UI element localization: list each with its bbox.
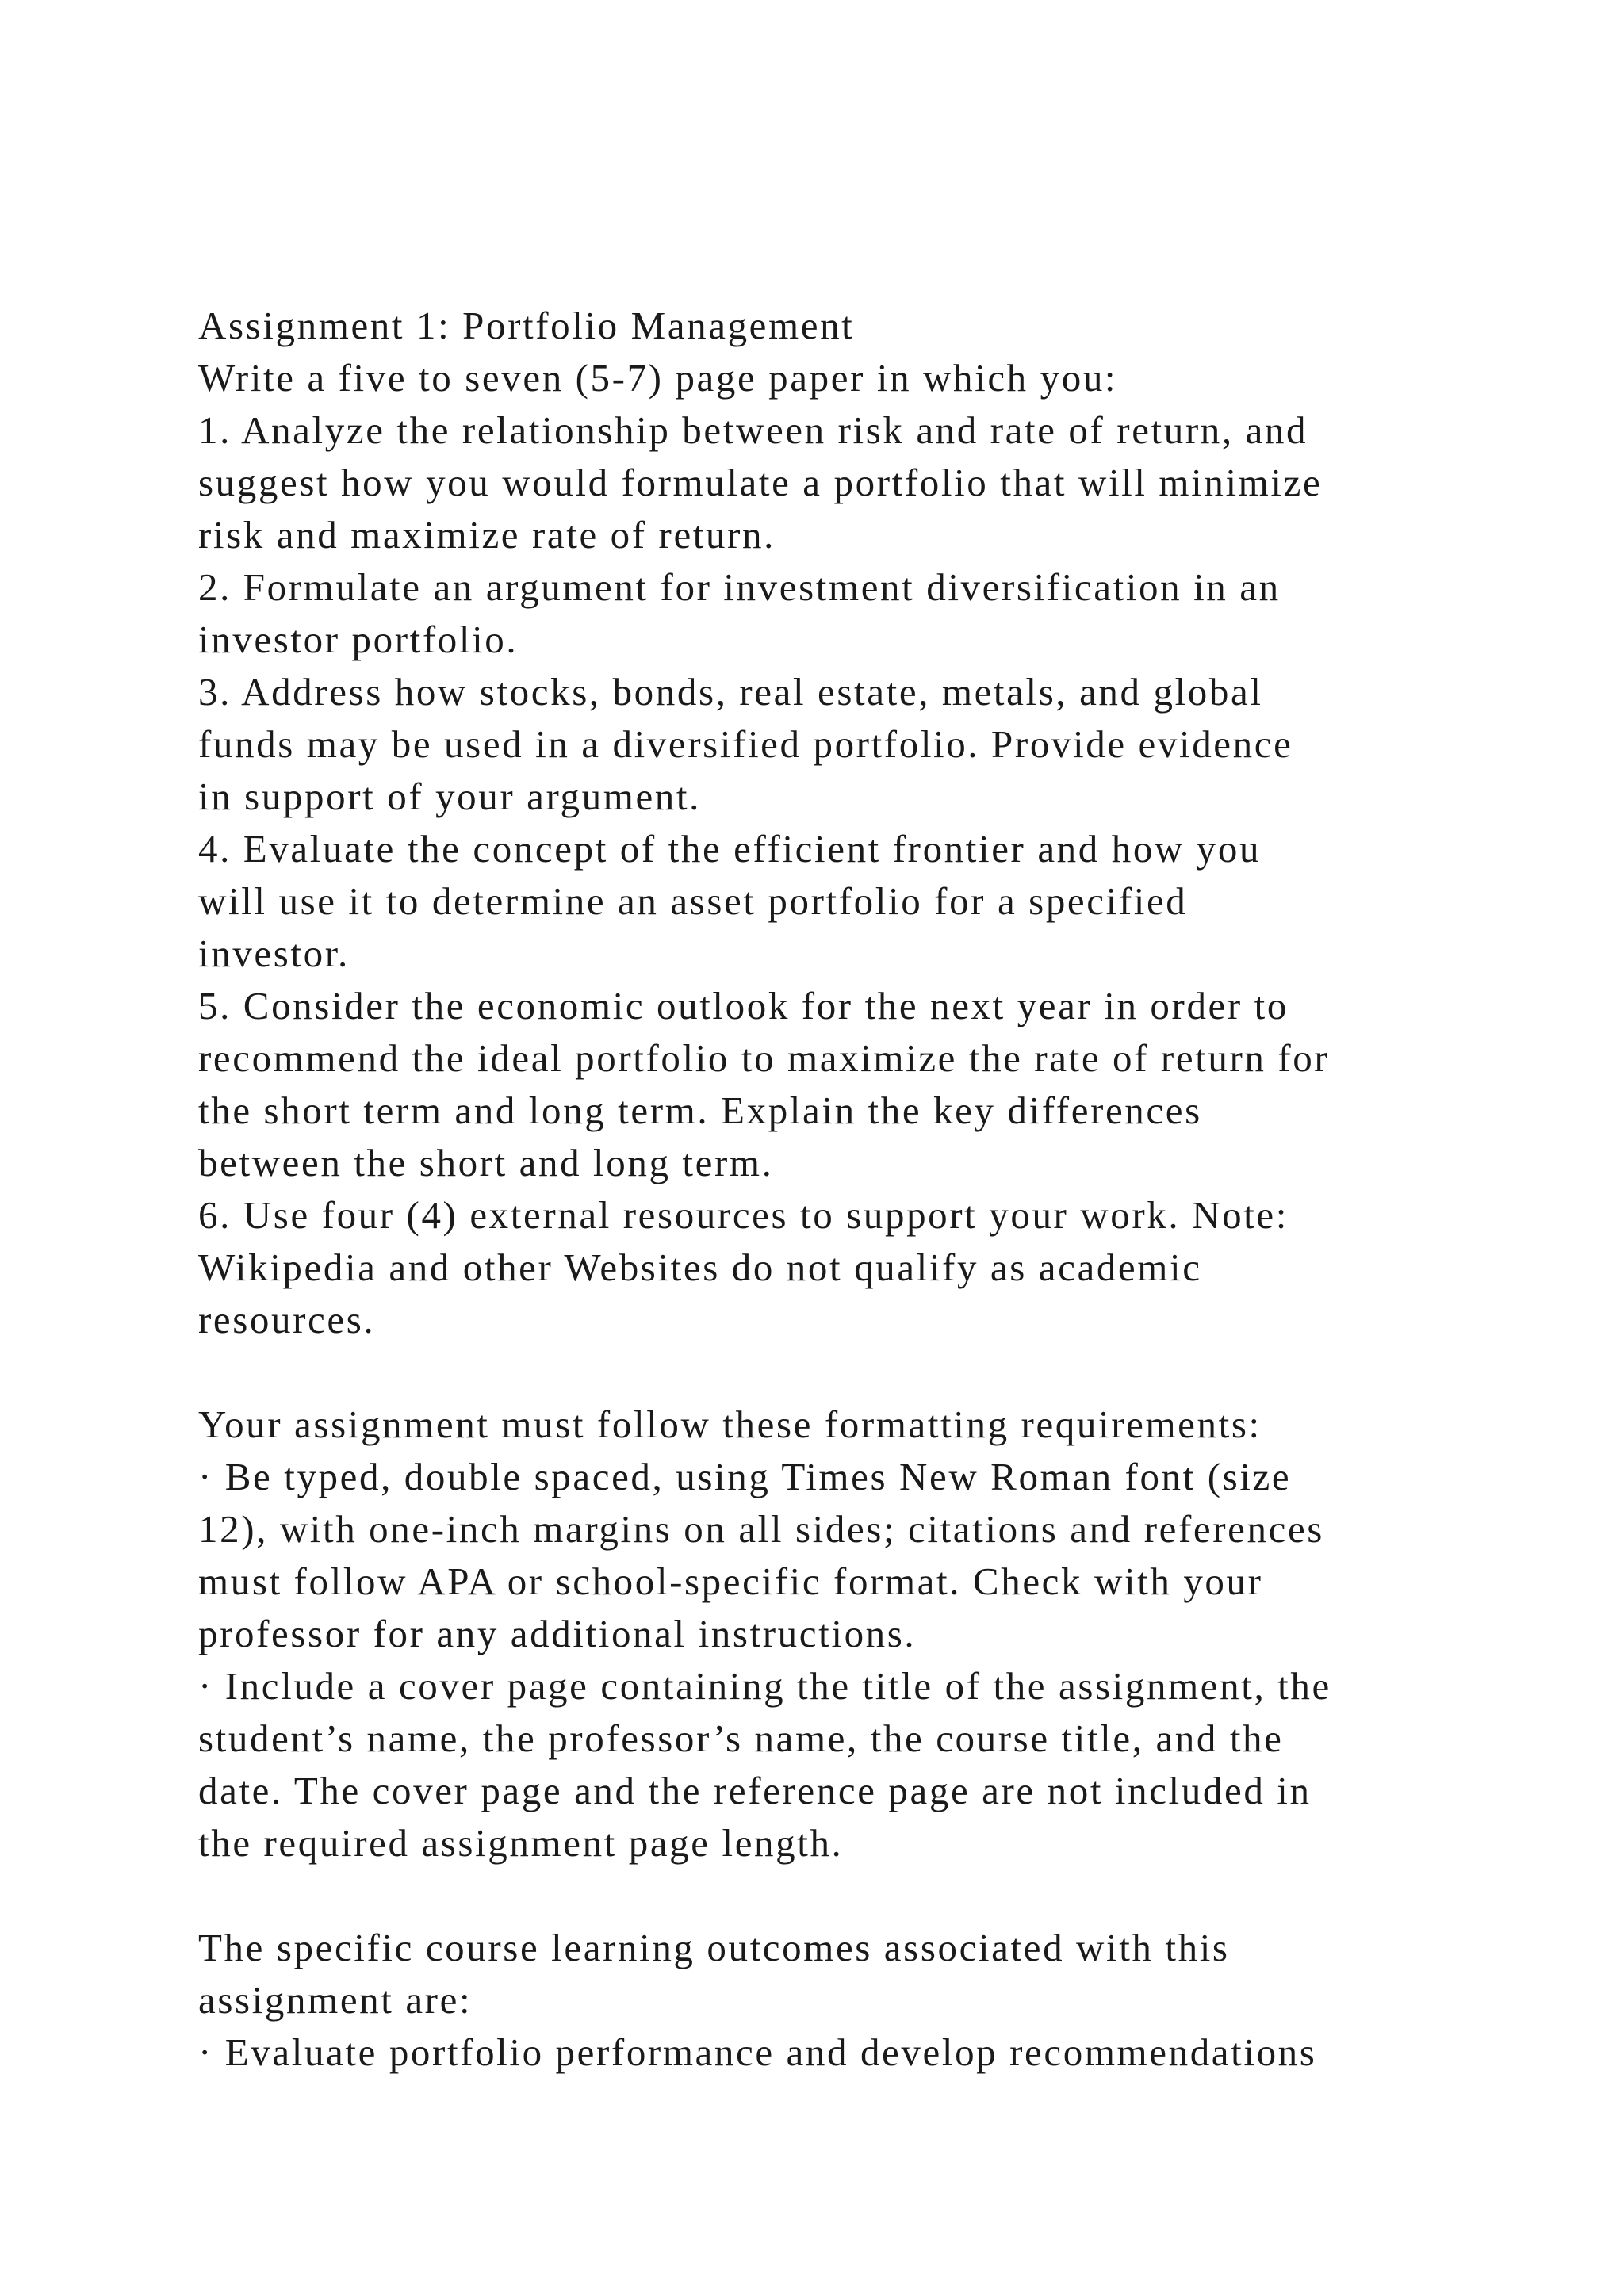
formatting-bullet-2-line-1: · Include a cover page containing the title of the assignment, the bbox=[198, 1664, 1331, 1708]
requirement-4-line-1: 4. Evaluate the concept of the efficient frontier and how you bbox=[198, 827, 1262, 871]
formatting-bullet-2-line-3: date. The cover page and the reference page are not included in bbox=[198, 1769, 1312, 1812]
requirement-6-line-3: resources. bbox=[198, 1298, 376, 1341]
requirement-5-line-1: 5. Consider the economic outlook for the next year in order to bbox=[198, 984, 1289, 1027]
requirement-6-line-2: Wikipedia and other Websites do not qualify as academic bbox=[198, 1246, 1202, 1289]
paper-instruction: Write a five to seven (5-7) page paper in which you: bbox=[198, 356, 1118, 400]
requirement-2-line-1: 2. Formulate an argument for investment diversification in an bbox=[198, 565, 1281, 609]
requirement-1-line-2: suggest how you would formulate a portfolio that will minimize bbox=[198, 461, 1323, 504]
requirement-4-line-3: investor. bbox=[198, 932, 350, 975]
requirement-5-line-3: the short term and long term. Explain the key differences bbox=[198, 1089, 1202, 1132]
requirement-6-line-1: 6. Use four (4) external resources to support your work. Note: bbox=[198, 1193, 1289, 1237]
requirement-5-line-4: between the short and long term. bbox=[198, 1141, 774, 1184]
requirement-3-line-2: funds may be used in a diversified portfolio. Provide evidence bbox=[198, 722, 1293, 766]
formatting-heading: Your assignment must follow these formatting requirements: bbox=[198, 1402, 1262, 1446]
formatting-bullet-1-line-2: 12), with one-inch margins on all sides; citations and references bbox=[198, 1507, 1324, 1551]
requirement-3-line-1: 3. Address how stocks, bonds, real estate, metals, and global bbox=[198, 670, 1263, 714]
outcomes-heading-line-2: assignment are: bbox=[198, 1978, 473, 2022]
requirement-2-line-2: investor portfolio. bbox=[198, 618, 519, 661]
outcomes-heading-line-1: The specific course learning outcomes associated with this bbox=[198, 1926, 1230, 1969]
formatting-bullet-1-line-4: professor for any additional instructions. bbox=[198, 1612, 917, 1655]
assignment-title: Assignment 1: Portfolio Management bbox=[198, 304, 855, 347]
requirement-1-line-1: 1. Analyze the relationship between risk and rate of return, and bbox=[198, 408, 1308, 452]
outcome-bullet-1: · Evaluate portfolio performance and develop recommendations bbox=[198, 2030, 1317, 2074]
requirement-1-line-3: risk and maximize rate of return. bbox=[198, 513, 776, 557]
formatting-bullet-1-line-1: · Be typed, double spaced, using Times New Roman font (size bbox=[198, 1455, 1292, 1498]
requirement-4-line-2: will use it to determine an asset portfolio for a specified bbox=[198, 879, 1188, 923]
paragraph-break bbox=[198, 1869, 1546, 1922]
document-body bbox=[198, 300, 1546, 2079]
requirement-3-line-3: in support of your argument. bbox=[198, 775, 701, 818]
formatting-bullet-1-line-3: must follow APA or school-specific format. Check with your bbox=[198, 1559, 1263, 1603]
requirement-5-line-2: recommend the ideal portfolio to maximize the rate of return for bbox=[198, 1036, 1330, 1080]
paragraph-break bbox=[198, 1346, 1546, 1399]
formatting-bullet-2-line-4: the required assignment page length. bbox=[198, 1821, 844, 1865]
formatting-bullet-2-line-2: student’s name, the professor’s name, the course title, and the bbox=[198, 1716, 1284, 1760]
